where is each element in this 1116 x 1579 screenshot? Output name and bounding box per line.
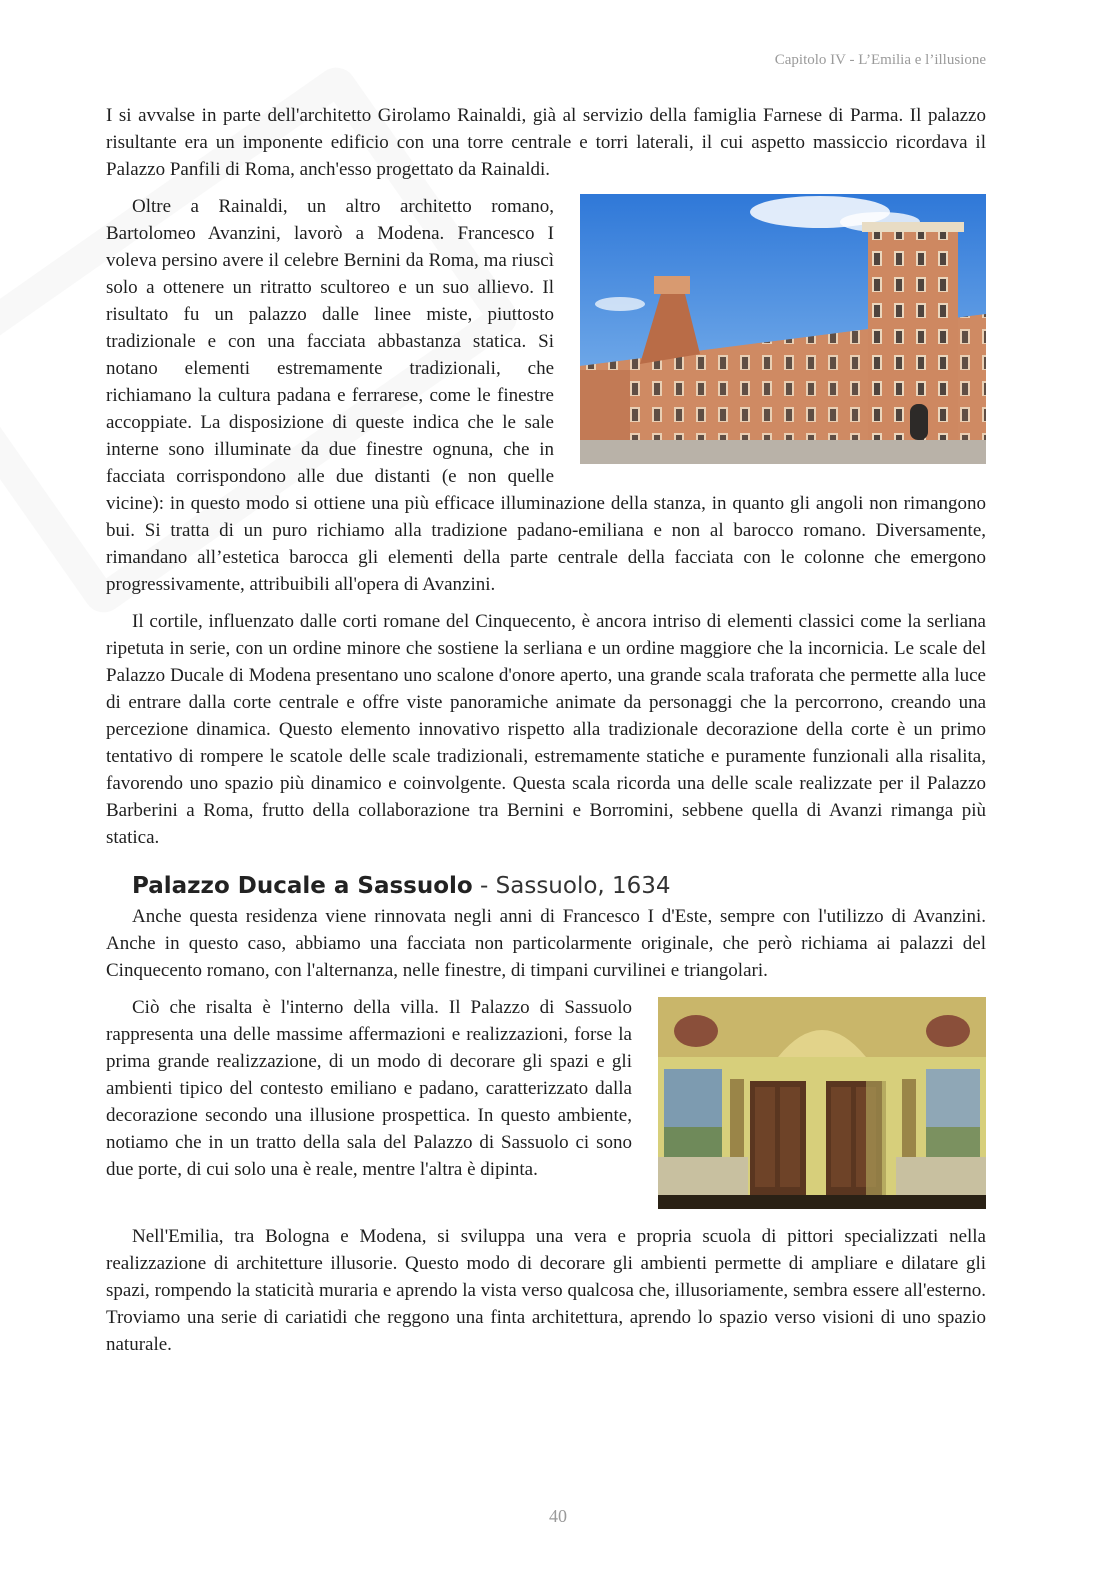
paragraph: Ciò che risalta è l'interno della villa. Il Palazzo di Sassuolo rappresenta una delle massime affermazioni e realizzazioni, forse la prima grande realizzazione, di un modo di decorare gli spazi e gli ambienti tipico del contesto emiliano e padano, caratterizzato dalla decorazione secondo una illusione prospettica. In questo ambiente, notiamo che in un tratto della sala del Palazzo di Sassuolo ci sono due porte, di cui solo una è reale, mentre l'altra è dipinta. bbox=[106, 997, 632, 1180]
paragraph-continued: I si avvalse in parte dell'architetto Girolamo Rainaldi, già al servizio della famiglia Farnese di Parma. Il palazzo risultante era un imponente edificio con una torre centrale e torri laterali, il cui aspetto massiccio ricordava il Palazzo Panfili di Roma, anch'esso progettato da Rainaldi. bbox=[106, 105, 986, 180]
section-subtitle: - Sassuolo, 1634 bbox=[472, 873, 671, 899]
paragraph: Il cortile, influenzato dalle corti romane del Cinquecento, è ancora intriso di elementi classici come la serliana ripetuta in serie, con un ordine minore che sostiene la serliana e un ordine maggiore che la incornicia. Le scale del Palazzo Ducale di Modena presentano uno scalone d'onore aperto, una grande scala traforata che permette alla luce di entrare dalla corte centrale e offre viste panoramiche animate da personaggi che la percorrono, creando una percezione dinamica. Questo elemento innovativo rispetto alla tradizionale decorazione della corte è un primo tentativo di rompere le scatole delle scale tradizionali, estremamente statiche e puramente funzionali alla risalita, favorendo uno spazio più dinamico e coinvolgente. Questa scala ricorda una delle scale realizzate per il Palazzo Barberini a Roma, frutto della collaborazione tra Bernini e Borromini, sebbene quella di Avanzi rimanga più statica. bbox=[106, 611, 986, 848]
running-header: Capitolo IV - L’Emilia e l’illusione bbox=[774, 52, 986, 68]
section-title: Palazzo Ducale a Sassuolo bbox=[132, 873, 473, 899]
sassuolo-interior-photo bbox=[658, 997, 986, 1209]
section-heading bbox=[132, 871, 986, 901]
palazzo-ducale-modena-photo bbox=[580, 194, 986, 464]
paragraph: Nell'Emilia, tra Bologna e Modena, si sviluppa una vera e propria scuola di pittori specializzati nella realizzazione di architetture illusorie. Questo modo di decorare gli ambienti permette di ampliare e dilatare gli spazi, rompendo la staticità muraria e aprendo la vista verso qualcosa che, illusoriamente, sembra essere all'esterno. Troviamo una serie di cariatidi che reggono una finta architettura, aprendo lo spazio verso visioni di uno spazio naturale. bbox=[106, 1226, 986, 1355]
paragraph: Oltre a Rainaldi, un altro architetto romano, Bartolomeo Avanzini, lavorò a Modena. Francesco I voleva persino avere il celebre Bernini da Roma, ma riuscì solo a ottenere un ritratto scultoreo e un suo allievo. Il risultato fu un palazzo dalle linee miste, piuttosto tradizionale e con una facciata abbastanza statica. Si notano elementi estremamente tradizionali, che richiamano la cultura padana e ferrarese, come le finestre accoppiate. La disposizione di queste indica che le sale interne sono illuminate da due finestre ognuna, che in facciata corrispondono alle due distanti (e non quelle vicine): in questo modo si ottiene una più efficace illuminazione della stanza, in quanto gli angoli non rimangono bui. Si tratta di un puro richiamo alla tradizione padano-emiliana e non al barocco romano. Diversamente, rimandano all’estetica barocca gli elementi della parte centrale della facciata con le colonne che emergono progressivamente, attribuibili all'opera di Avanzini. bbox=[106, 196, 986, 595]
body-text bbox=[106, 102, 986, 1368]
paragraph: Anche questa residenza viene rinnovata negli anni di Francesco I d'Este, sempre con l'utilizzo di Avanzini. Anche in questo caso, abbiamo una facciata non particolarmente originale, che però richiama ai palazzi del Cinquecento romano, con l'alternanza, nelle finestre, di timpani curvilinei e triangolari. bbox=[106, 906, 986, 981]
page-number: 40 bbox=[549, 1506, 567, 1526]
